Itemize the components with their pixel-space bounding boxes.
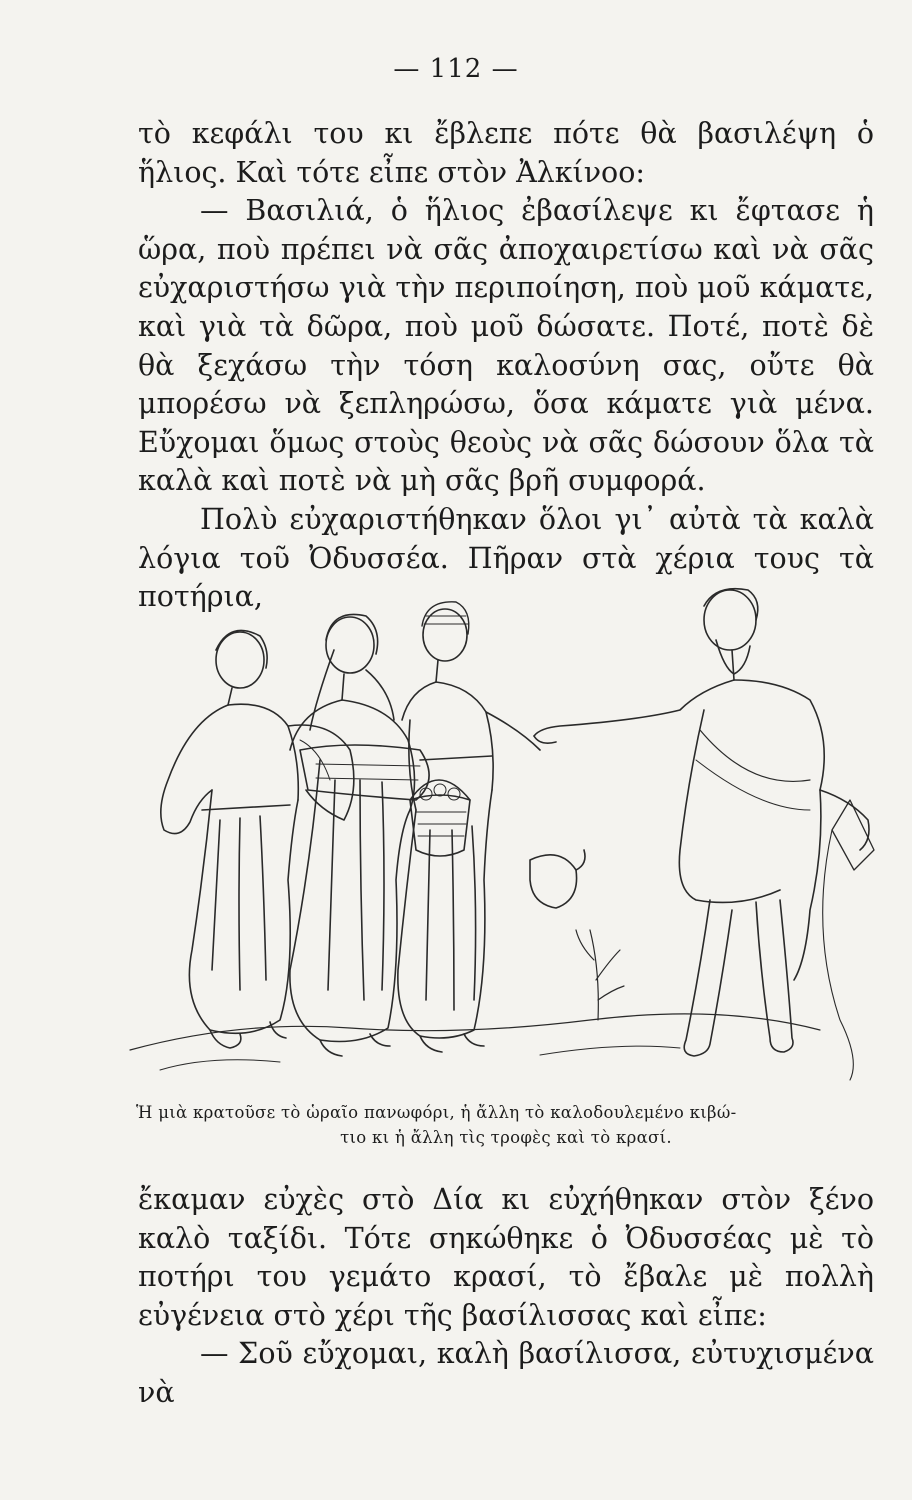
page-number: — 112 —: [393, 54, 519, 84]
paragraph-odysseus-to-queen: — Σοῦ εὔχομαι, καλὴ βασίλισσα, εὐτυχισμένα νὰ: [138, 1337, 874, 1409]
illustration-women-and-odysseus: [120, 550, 880, 1095]
plant-sprig: [576, 930, 624, 1020]
paragraph-odysseus-farewell: — Βασιλιά, ὁ ἥλιος ἐβασίλεψε κι ἔφτασε ἡ ὥρα, ποὺ πρέπει νὰ σᾶς ἀποχαιρετίσω καὶ νὰ σᾶς εὐχαριστήσω γιὰ τὴν περιποίηση, ποὺ μοῦ κάματε, καὶ γιὰ τὰ δῶρα, ποὺ μοῦ δώσατε. Ποτέ, ποτὲ δὲ θὰ ξεχάσω τὴν τόση καλοσύνη σας, οὔτε θὰ μπορέσω νὰ ξεπληρώσω, ὅσα κάματε γιὰ μένα. Εὔχομαι ὅμως στοὺς θεοὺς νὰ σᾶς δώσουν ὅλα τὰ καλὰ καὶ ποτὲ νὰ μὴ σᾶς βρῆ συμφορά.: [138, 194, 874, 498]
top-text-block: [138, 115, 874, 617]
caption-line-1: Ἡ μιὰ κρατοῦσε τὸ ὡραῖο πανωφόρι, ἡ ἄλλη τὸ καλοδουλεμένο κιβώ-: [136, 1103, 737, 1122]
bottom-text-block: [138, 1181, 874, 1413]
woman-basket-figure: [398, 602, 585, 1052]
figure-caption: [136, 1100, 876, 1150]
paragraph-thanks: Πολὺ εὐχαριστήθηκαν ὅλοι γι᾽ αὐτὰ τὰ καλὰ λόγια τοῦ Ὀδυσσέα. Πῆραν στὰ χέρια τους τὰ ποτήρια,: [138, 502, 874, 614]
caption-line-2: τιο κι ἡ ἄλλη τὶς τροφὲς καὶ τὸ κρασί.: [340, 1128, 672, 1147]
paragraph-wishes: ἔκαμαν εὐχὲς στὸ Δία κι εὐχήθηκαν στὸν ξένο καλὸ ταξίδι. Τότε σηκώθηκε ὁ Ὀδυσσέας μὲ τὸ ποτήρι του γεμάτο κρασί, τὸ ἔβαλε μὲ πολλὴ εὐγένεια στὸ χέρι τῆς βασίλισσας καὶ εἶπε:: [138, 1183, 874, 1332]
woman-left-figure: [161, 630, 354, 1048]
basket-icon: [410, 780, 470, 856]
woman-middle-figure: [290, 614, 429, 1056]
paragraph-intro: τὸ κεφάλι του κι ἔβλεπε πότε θὰ βασιλέψη ὁ ἥλιος. Καὶ τότε εἶπε στὸν Ἀλκίνοο:: [138, 117, 874, 189]
jug-icon: [530, 850, 585, 908]
odysseus-figure: [534, 589, 874, 1080]
